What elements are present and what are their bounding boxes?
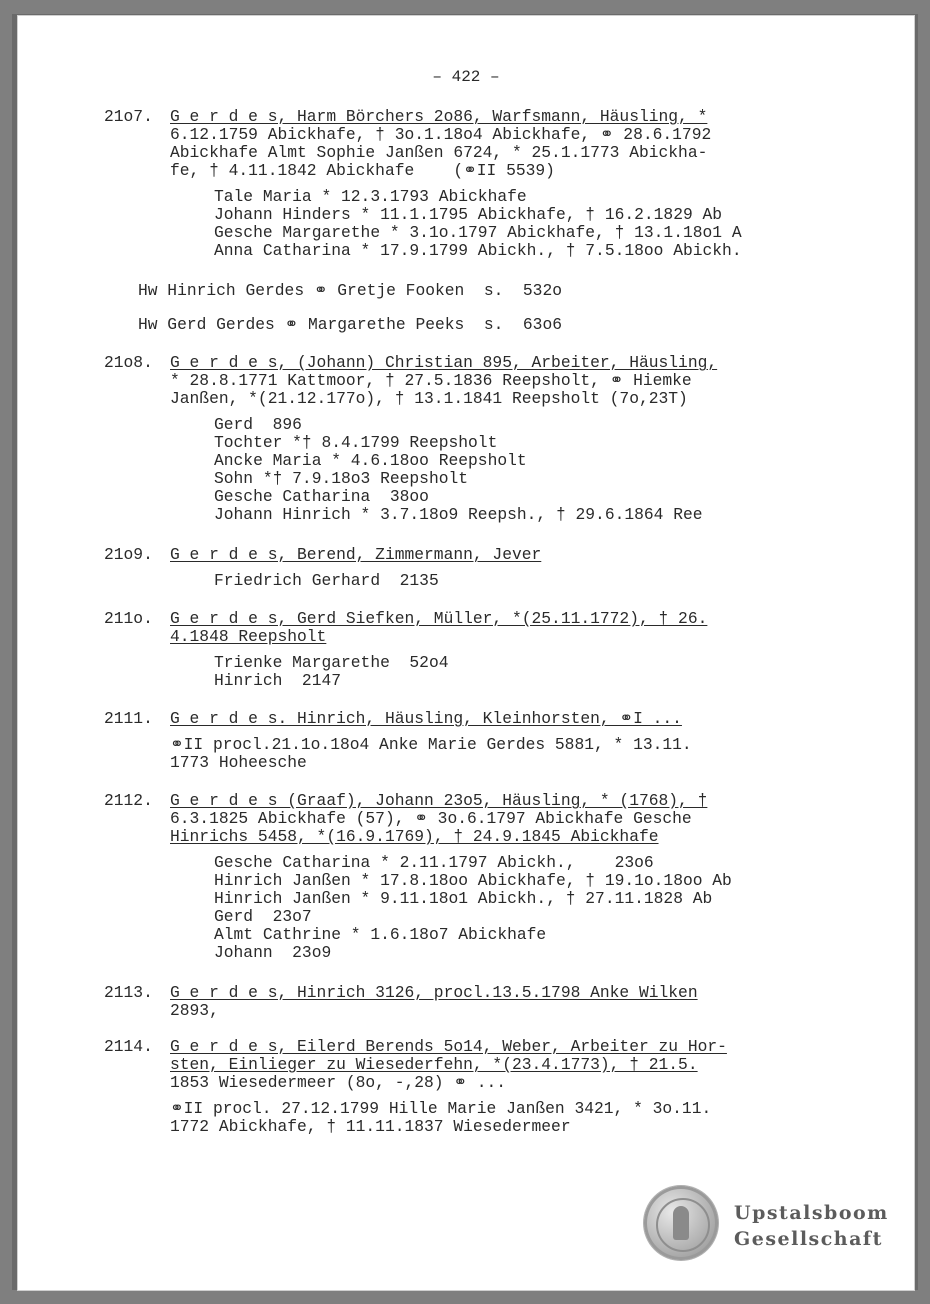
entry-line: G e r d e s, Eilerd Berends 5o14, Weber, Arbeiter zu Hor- (170, 1037, 727, 1056)
entry-number: 21o8. (104, 353, 153, 372)
document-page: – 422 – 21o7. G e r d e s, Harm Börchers 2o86, Warfsmann, Häusling, * 6.12.1759 Abickhafe, † 3o.1.18o4 Abickhafe, ⚭ 28.6.1792 Abickhafe Almt Sophie Janßen 6724, * 25.1.1773 Abickha- fe, † 4.11.1842 Abickhafe (⚭II 5539) Tale Maria * 12.3.1793 Abickhafe Johann Hinders * 11.1.1795 Abickhafe, † 16.2.1829 Ab Gesche Margarethe * 3.1o.1797 Abickhafe, † 13.1.18o1 A Anna Catharina * 17.9.1799 Abickh., † 7.5.18oo Abickh. Hw Hinrich Gerdes ⚭ Gretje Fooken s. 532o Hw Gerd Gerdes ⚭ Margarethe Peeks s. 63o6 21o8. G e r d e s, (Johann) Christian 895, Arbeiter, Häusling, * 28.8.1771 Kattmoor, † 27.5.1836 Reepsholt, ⚭ Hiemke Janßen, *(21.12.177o), † 13.1.1841 Reepsholt (7o,23T) Gerd 896 Tochter *† 8.4.1799 Reepsholt Ancke Maria * 4.6.18oo Reepsholt Sohn *† 7.9.18o3 Reepsholt Gesche Catharina 38oo Johann Hinrich * 3.7.18o9 Reepsh., † 29.6.1864 Ree 21o9. G e r d e s, Berend, Zimmermann, Jever Friedrich Gerhard 2135 211o. G e r d e s, Gerd Siefken, Müller, *(25.11.1772), † 26. 4.1848 Reepsholt Trienke Margarethe 52o4 Hinrich 2147 2111. G e r d e s. Hinrich, Häusling, Kleinhorsten, ⚭I ... ⚭II procl.21.1o.18o4 Anke Marie Gerdes 5881, * 13.11. 1773 Hoheesche 2112. G e r d e s (Graaf), Johann 23o5, Häusling, * (1768), † 6.3.1825 Abickhafe (57), ⚭ 3o.6.1797 Abickhafe Gesche Hinrichs 5458, *(16.9.1769), † 24.9.1845 Abickhafe Gesche Catharina * 2.11.1797 Abickh., 23o6 Hinrich Janßen * 17.8.18oo Abickhafe, † 19.1o.18oo Ab Hinrich Janßen * 9.11.18o1 Abickh., † 27.11.1828 Ab Gerd 23o7 Almt Cathrine * 1.6.18o7 Abickhafe Johann 23o9 2113. G e r d e s, Hinrich 3126, procl.13.5.1798 Anke Wilken 2893, 2114. G e r d e s, Eilerd Berends 5o14, Weber, Arbeiter zu Hor- sten, Einlieger zu Wiesederfehn, *(23.4.1773), † 21.5. 1853 Wiesedermeer (8o, -,28) ⚭ ... ⚭II procl. 27.12.1799 Hille Marie Janßen 3421, * 3o.11. 1772 Abickhafe, † 11.11.1837 Wiesedermeer (18, 16, 914, 1290)
child-line: Gerd 23o7 (214, 907, 312, 926)
entry-line: 1772 Abickhafe, † 11.11.1837 Wiesedermeer (170, 1117, 571, 1136)
child-line: Gesche Catharina 38oo (214, 487, 429, 506)
brand-line-2: Gesellschaft (734, 1228, 883, 1250)
child-line: Johann Hinrich * 3.7.18o9 Reepsh., † 29.6.1864 Ree (214, 505, 703, 524)
entry-line: G e r d e s, Hinrich 3126, procl.13.5.1798 Anke Wilken (170, 983, 698, 1002)
child-line: Gesche Margarethe * 3.1o.1797 Abickhafe, † 13.1.18o1 A (214, 223, 742, 242)
child-line: Almt Cathrine * 1.6.18o7 Abickhafe (214, 925, 547, 944)
entry-line: ⚭II procl.21.1o.18o4 Anke Marie Gerdes 5881, * 13.11. (170, 735, 692, 754)
entry-line: 2893, (170, 1001, 219, 1020)
child-line: Trienke Margarethe 52o4 (214, 653, 449, 672)
child-line: Gerd 896 (214, 415, 302, 434)
entry-line: G e r d e s, Harm Börchers 2o86, Warfsmann, Häusling, * (170, 107, 708, 126)
entry-line: 6.3.1825 Abickhafe (57), ⚭ 3o.6.1797 Abickhafe Gesche (170, 809, 692, 828)
child-line: Friedrich Gerhard 2135 (214, 571, 439, 590)
child-line: Tale Maria * 12.3.1793 Abickhafe (214, 187, 527, 206)
child-line: Sohn *† 7.9.18o3 Reepsholt (214, 469, 469, 488)
entry-number: 211o. (104, 609, 153, 628)
entry-number: 2113. (104, 983, 153, 1002)
entry-line: ⚭II procl. 27.12.1799 Hille Marie Janßen 3421, * 3o.11. (170, 1099, 712, 1118)
child-line: Anna Catharina * 17.9.1799 Abickh., † 7.5.18oo Abickh. (214, 241, 742, 260)
entry-line: G e r d e s, Berend, Zimmermann, Jever (170, 545, 542, 564)
entry-line: * 28.8.1771 Kattmoor, † 27.5.1836 Reepsholt, ⚭ Hiemke (170, 371, 692, 390)
entry-line: Janßen, *(21.12.177o), † 13.1.1841 Reepsholt (7o,23T) (170, 389, 688, 408)
entry-number: 2112. (104, 791, 153, 810)
child-line: Johann Hinders * 11.1.1795 Abickhafe, † 16.2.1829 Ab (214, 205, 723, 224)
entry-number: 21o7. (104, 107, 153, 126)
entry-number: 2114. (104, 1037, 153, 1056)
entry-line: G e r d e s, (Johann) Christian 895, Arbeiter, Häusling, (170, 353, 718, 372)
child-line: Hinrich 2147 (214, 671, 342, 690)
entry-number: 21o9. (104, 545, 153, 564)
entry-line: fe, † 4.11.1842 Abickhafe (⚭II 5539) (170, 161, 555, 180)
entry-number: 2111. (104, 709, 153, 728)
brand-logo-text (734, 1200, 889, 1252)
child-line: Hinrich Janßen * 17.8.18oo Abickhafe, † 19.1o.18oo Ab (214, 871, 732, 890)
entry-line: sten, Einlieger zu Wiesederfehn, *(23.4.1773), † 21.5. (170, 1055, 698, 1074)
brand-line-1: Upstalsboom (734, 1202, 889, 1224)
seal-figure (673, 1206, 689, 1240)
entry-line: Abickhafe Almt Sophie Janßen 6724, * 25.1.1773 Abickha- (170, 143, 708, 162)
entry-line: 1773 Hoheesche (170, 753, 307, 772)
entry-line: Hinrichs 5458, *(16.9.1769), † 24.9.1845 Abickhafe (170, 827, 659, 846)
entry-line: 4.1848 Reepsholt (170, 627, 327, 646)
child-line: Tochter *† 8.4.1799 Reepsholt (214, 433, 498, 452)
entry-line: G e r d e s. Hinrich, Häusling, Kleinhorsten, ⚭I ... (170, 709, 682, 728)
entry-line: 6.12.1759 Abickhafe, † 3o.1.18o4 Abickhafe, ⚭ 28.6.1792 (170, 125, 712, 144)
entry-line: G e r d e s (Graaf), Johann 23o5, Häusling, * (1768), † (170, 791, 708, 810)
child-line: Hinrich Janßen * 9.11.18o1 Abickh., † 27.11.1828 Ab (214, 889, 713, 908)
child-line: Ancke Maria * 4.6.18oo Reepsholt (214, 451, 527, 470)
seal-logo-icon (644, 1186, 718, 1260)
child-line: Gesche Catharina * 2.11.1797 Abickh., 23o6 (214, 853, 654, 872)
child-line: Johann 23o9 (214, 943, 332, 962)
entry-line: G e r d e s, Gerd Siefken, Müller, *(25.11.1772), † 26. (170, 609, 708, 628)
page-number: – 422 – (432, 68, 500, 86)
entry-line: 1853 Wiesedermeer (8o, -,28) ⚭ ... (170, 1073, 507, 1092)
